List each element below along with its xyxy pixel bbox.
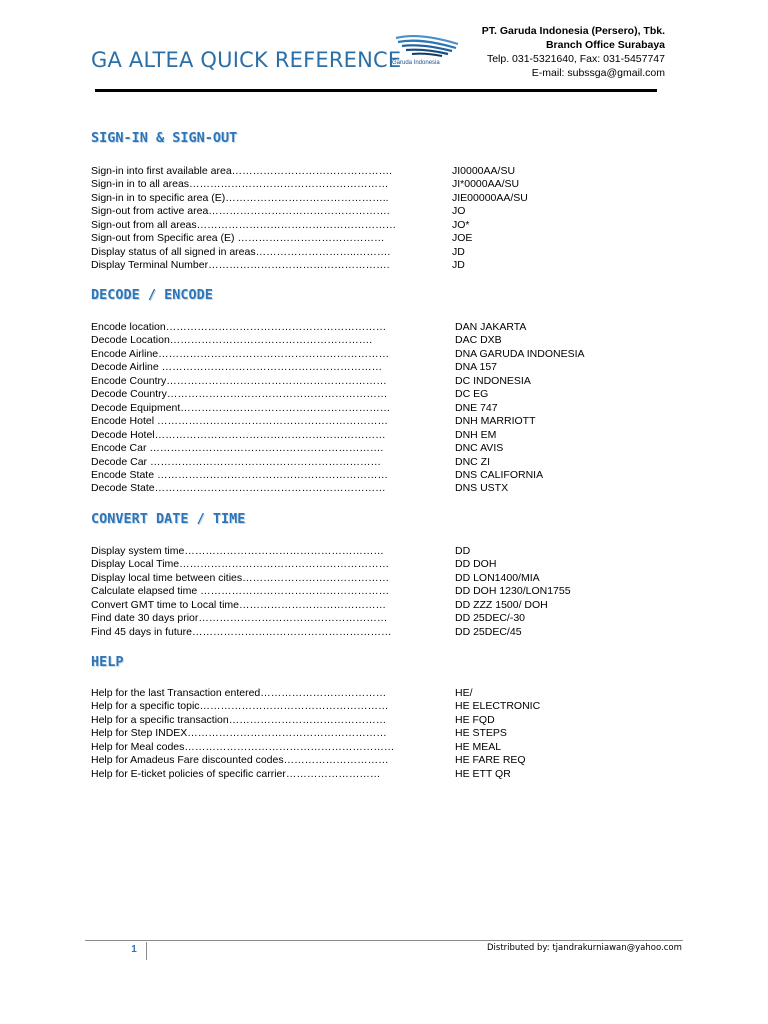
row-command: HE/ — [455, 687, 473, 699]
reference-row — [91, 219, 651, 232]
row-command: DNE 747 — [455, 401, 498, 414]
row-label: Encode location……………………………………………………… — [91, 321, 387, 333]
reference-row — [91, 334, 651, 347]
reference-row — [91, 429, 651, 442]
row-label: Decode Airline ……………………………………………………… — [91, 361, 383, 374]
row-label: Encode Car …………………………………………………………. — [91, 442, 384, 455]
row-command: DD ZZZ 1500/ DOH — [455, 598, 548, 611]
row-label: Decode Equipment…………………………………………………… — [91, 401, 391, 414]
row-command: DNC ZI — [455, 455, 490, 468]
row-command: DNH EM — [455, 428, 497, 441]
row-label: Decode Hotel………………………………………………………… — [91, 428, 386, 441]
row-label: Encode Hotel ………………………………………………………… — [91, 415, 388, 428]
reference-row — [91, 727, 651, 740]
row-label: Convert GMT time to Local time…………………………………… — [91, 598, 387, 611]
row-label: Find 45 days in future………………………………………………… — [91, 625, 392, 638]
row-command: DNH MARRIOTT — [455, 415, 536, 428]
reference-row — [91, 687, 651, 700]
row-label: Encode Airline………………………………………………………… — [91, 347, 390, 360]
row-command: HE MEAL — [455, 740, 502, 753]
row-command: DNA 157 — [455, 361, 498, 374]
row-label: Encode State ………………………………………………………… — [91, 468, 388, 481]
section-heading: SIGN-IN & SIGN-OUT — [91, 130, 238, 146]
row-label: Decode State………………………………………………………… — [91, 482, 386, 495]
row-command: DNC AVIS — [455, 442, 504, 455]
row-command: DC EG — [455, 388, 489, 401]
row-command: JOE — [452, 232, 473, 245]
header-rule — [95, 89, 657, 92]
reference-row — [91, 599, 651, 612]
reference-row — [91, 585, 651, 598]
reference-row — [91, 714, 651, 727]
row-command: HE ELECTRONIC — [455, 700, 541, 713]
row-command: JO — [452, 205, 466, 218]
row-command: JI*0000AA/SU — [452, 178, 520, 191]
reference-row — [91, 165, 651, 178]
reference-row — [91, 192, 651, 205]
reference-row — [91, 348, 651, 361]
page-number-separator — [146, 942, 147, 960]
reference-row — [91, 558, 651, 571]
row-command: DNA GARUDA INDONESIA — [455, 347, 585, 360]
row-label: Sign-out from active area……………………………………………. — [91, 205, 390, 218]
row-command: DD DOH 1230/LON1755 — [455, 585, 571, 598]
row-label: Help for a specific topic……………………………………………… — [91, 700, 389, 713]
row-command: DD — [455, 545, 471, 557]
row-label: Help for Meal codes…………………………………………………… — [91, 740, 395, 753]
reference-row — [91, 456, 651, 469]
row-command: JI0000AA/SU — [452, 165, 516, 177]
company-info — [482, 24, 665, 80]
row-label: Sign-in in to specific area (E)……………………………………….. — [91, 191, 389, 204]
reference-row — [91, 402, 651, 415]
reference-row — [91, 205, 651, 218]
row-command: JD — [452, 245, 465, 258]
footer-rule — [85, 940, 683, 941]
row-label: Display status of all signed in areas………………………..………. — [91, 245, 391, 258]
row-label: Decode Car ………………………………………………………… — [91, 455, 381, 468]
row-command: HE STEPS — [455, 727, 507, 740]
row-label: Sign-in into first available area………………………………………. — [91, 165, 393, 177]
reference-row — [91, 612, 651, 625]
row-command: DAC DXB — [455, 334, 502, 347]
row-command: JD — [452, 259, 465, 272]
row-command: HE FQD — [455, 713, 495, 726]
reference-row — [91, 232, 651, 245]
reference-row — [91, 442, 651, 455]
reference-row — [91, 361, 651, 374]
row-label: Sign-out from Specific area (E) …………………………………… — [91, 232, 385, 245]
row-command: JIE00000AA/SU — [452, 191, 528, 204]
reference-row — [91, 246, 651, 259]
row-command: DNS CALIFORNIA — [455, 468, 544, 481]
document-title: GA ALTEA QUICK REFERENCE — [91, 48, 402, 72]
email: E-mail: subssga@gmail.com — [531, 67, 665, 79]
reference-row — [91, 741, 651, 754]
section-heading: CONVERT DATE / TIME — [91, 511, 246, 527]
row-label: Help for Amadeus Fare discounted codes………………………… — [91, 754, 389, 767]
section-heading: DECODE / ENCODE — [91, 287, 213, 303]
row-label: Sign-out from all areas………………………………………………… — [91, 218, 397, 231]
reference-row — [91, 754, 651, 767]
reference-row — [91, 259, 651, 272]
reference-row — [91, 545, 651, 558]
reference-row — [91, 321, 651, 334]
row-label: Help for the last Transaction entered……………………………… — [91, 687, 387, 699]
row-label: Encode Country……………………………………………………… — [91, 374, 387, 387]
row-command: DAN JAKARTA — [455, 321, 527, 333]
row-command: DNS USTX — [455, 482, 509, 495]
row-command: DD 25DEC/45 — [455, 625, 522, 638]
row-label: Display Terminal Number……………………………………………. — [91, 259, 390, 272]
row-label: Calculate elapsed time ……………………………………………… — [91, 585, 390, 598]
garuda-logo — [392, 32, 464, 72]
row-label: Decode Location…………………………………………………. — [91, 334, 373, 347]
reference-row — [91, 700, 651, 713]
reference-row — [91, 178, 651, 191]
distributed-by: Distributed by: tjandrakurniawan@yahoo.com — [487, 943, 682, 953]
row-command: JO* — [452, 218, 470, 231]
reference-row — [91, 375, 651, 388]
page-number: 1 — [131, 944, 137, 955]
reference-row — [91, 469, 651, 482]
company-name: PT. Garuda Indonesia (Persero), Tbk. — [481, 25, 665, 37]
row-command: DD 25DEC/-30 — [455, 612, 526, 625]
section-heading: HELP — [91, 654, 124, 670]
row-label: Help for a specific transaction……………………………………… — [91, 713, 387, 726]
row-command: HE ETT QR — [455, 767, 511, 780]
row-label: Find date 30 days prior……………………………………………… — [91, 612, 388, 625]
reference-row — [91, 482, 651, 495]
row-command: DC INDONESIA — [455, 374, 531, 387]
reference-row — [91, 768, 651, 781]
row-command: HE FARE REQ — [455, 754, 526, 767]
branch-office: Branch Office Surabaya — [545, 39, 665, 51]
row-command: DD LON1400/MIA — [455, 571, 540, 584]
row-label: Display local time between cities…………………………………… — [91, 571, 390, 584]
phone-fax: Telp. 031-5321640, Fax: 031-5457747 — [486, 53, 665, 65]
row-label: Sign-in in to all areas………………………………………………… — [91, 178, 389, 191]
row-label: Display Local Time…………………………………………………… — [91, 558, 390, 571]
logo-text: Garuda Indonesia — [392, 60, 440, 66]
row-label: Help for E-ticket policies of specific carrier……………………… — [91, 767, 381, 780]
row-command: DD DOH — [455, 558, 497, 571]
reference-row — [91, 388, 651, 401]
reference-row — [91, 626, 651, 639]
reference-row — [91, 572, 651, 585]
reference-row — [91, 415, 651, 428]
row-label: Decode Country……………………………………………………… — [91, 388, 388, 401]
row-label: Display system time………………………………………………… — [91, 545, 384, 557]
row-label: Help for Step INDEX………………………………………………… — [91, 727, 387, 740]
